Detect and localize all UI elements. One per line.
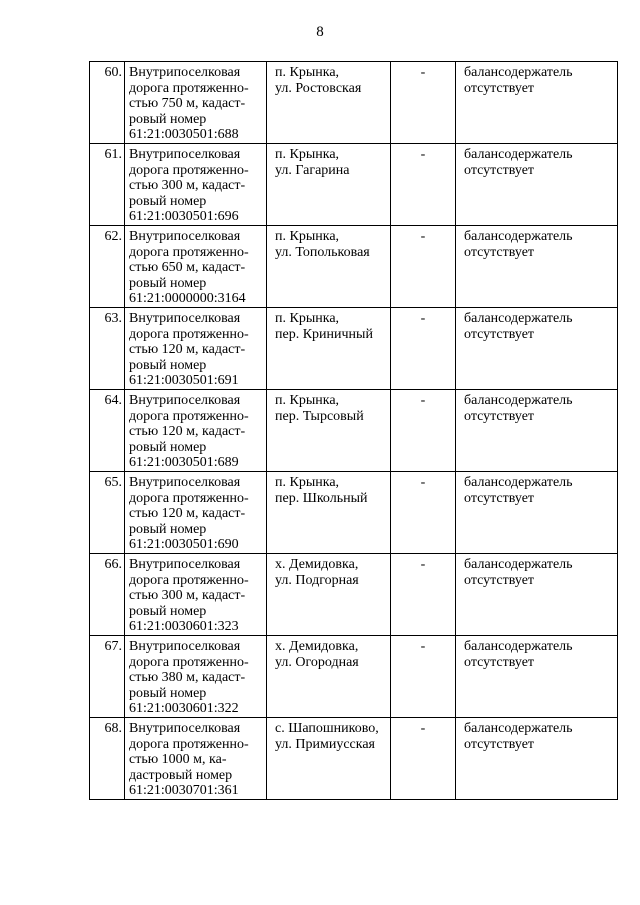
location-line: ул. Топольковая <box>275 244 370 260</box>
object-name-line: дорога протяженно- <box>129 326 249 342</box>
object-name-line: ровый номер <box>129 439 207 455</box>
object-name-line: Внутрипоселковая <box>129 393 241 408</box>
table-row <box>90 390 618 472</box>
object-name-line: ровый номер <box>129 357 207 373</box>
page-number: 8 <box>316 24 324 40</box>
location-line: п. Крынка, <box>275 311 340 326</box>
row-number-cell: 67. <box>90 636 125 718</box>
object-name-line: 61:21:0000000:3164 <box>129 291 246 307</box>
table-row <box>90 472 618 554</box>
location-line: ул. Примиусская <box>275 736 375 752</box>
location-cell <box>267 472 391 554</box>
balance-holder-cell <box>456 554 618 636</box>
object-name-line: стью 120 м, кадаст- <box>129 424 246 440</box>
owner-cell: - <box>391 554 456 636</box>
object-name-line: дорога протяженно- <box>129 490 249 506</box>
object-name-line: стью 1000 м, ка- <box>129 752 227 768</box>
balance-holder-cell <box>456 472 618 554</box>
location-line: х. Демидовка, <box>275 639 359 654</box>
location-line: п. Крынка, <box>275 229 340 244</box>
object-name-line: Внутрипоселковая <box>129 475 241 490</box>
table-row <box>90 226 618 308</box>
row-number-cell: 65. <box>90 472 125 554</box>
location-line: с. Шапошниково, <box>275 721 379 736</box>
object-name-cell <box>125 308 267 390</box>
location-line: п. Крынка, <box>275 147 340 162</box>
owner-cell: - <box>391 636 456 718</box>
location-line: пер. Тырсовый <box>275 408 364 424</box>
balance-holder-line: балансодержатель <box>464 475 573 490</box>
object-name-line: дорога протяженно- <box>129 654 249 670</box>
balance-holder-cell <box>456 308 618 390</box>
object-name-line: стью 750 м, кадаст- <box>129 96 246 112</box>
balance-holder-line: балансодержатель <box>464 393 573 408</box>
balance-holder-line: отсутствует <box>464 162 535 178</box>
object-name-line: ровый номер <box>129 111 207 127</box>
balance-holder-line: балансодержатель <box>464 311 573 326</box>
object-name-line: 61:21:0030501:690 <box>129 537 239 553</box>
location-cell <box>267 718 391 800</box>
table-row <box>90 636 618 718</box>
object-name-line: ровый номер <box>129 685 207 701</box>
location-line: ул. Огородная <box>275 654 359 670</box>
table-row <box>90 718 618 800</box>
object-name-line: дорога протяженно- <box>129 162 249 178</box>
object-name-line: ровый номер <box>129 521 207 537</box>
owner-cell: - <box>391 226 456 308</box>
location-cell <box>267 308 391 390</box>
object-name-line: дорога протяженно- <box>129 736 249 752</box>
balance-holder-line: отсутствует <box>464 408 535 424</box>
balance-holder-line: балансодержатель <box>464 147 573 162</box>
balance-holder-line: отсутствует <box>464 80 535 96</box>
location-line: ул. Подгорная <box>275 572 359 588</box>
owner-cell: - <box>391 390 456 472</box>
owner-cell: - <box>391 718 456 800</box>
object-name-line: 61:21:0030501:696 <box>129 209 239 225</box>
object-name-line: стью 300 м, кадаст- <box>129 588 246 604</box>
row-number-cell: 68. <box>90 718 125 800</box>
balance-holder-line: балансодержатель <box>464 721 573 736</box>
balance-holder-line: отсутствует <box>464 736 535 752</box>
balance-holder-line: отсутствует <box>464 490 535 506</box>
object-name-line: Внутрипоселковая <box>129 557 241 572</box>
object-name-line: Внутрипоселковая <box>129 65 241 80</box>
object-name-line: ровый номер <box>129 275 207 291</box>
owner-cell: - <box>391 308 456 390</box>
object-name-line: стью 120 м, кадаст- <box>129 342 246 358</box>
table-row <box>90 62 618 144</box>
table-row <box>90 554 618 636</box>
object-name-line: ровый номер <box>129 603 207 619</box>
object-name-cell <box>125 472 267 554</box>
location-line: х. Демидовка, <box>275 557 359 572</box>
row-number-cell: 62. <box>90 226 125 308</box>
object-name-cell <box>125 226 267 308</box>
object-name-line: стью 650 м, кадаст- <box>129 260 246 276</box>
table-row <box>90 144 618 226</box>
owner-cell: - <box>391 472 456 554</box>
object-name-line: 61:21:0030501:691 <box>129 373 239 389</box>
object-name-line: 61:21:0030501:689 <box>129 455 239 471</box>
location-line: ул. Гагарина <box>275 162 350 178</box>
object-name-cell <box>125 390 267 472</box>
object-name-line: 61:21:0030601:322 <box>129 701 239 717</box>
object-name-cell <box>125 636 267 718</box>
balance-holder-line: отсутствует <box>464 326 535 342</box>
balance-holder-line: балансодержатель <box>464 639 573 654</box>
object-name-line: стью 300 м, кадаст- <box>129 178 246 194</box>
registry-body <box>90 62 618 800</box>
row-number-cell: 66. <box>90 554 125 636</box>
balance-holder-cell <box>456 62 618 144</box>
balance-holder-cell <box>456 718 618 800</box>
balance-holder-cell <box>456 636 618 718</box>
object-name-line: Внутрипоселковая <box>129 639 241 654</box>
location-cell <box>267 554 391 636</box>
balance-holder-line: балансодержатель <box>464 229 573 244</box>
owner-cell: - <box>391 144 456 226</box>
row-number-cell: 60. <box>90 62 125 144</box>
object-name-line: дорога протяженно- <box>129 80 249 96</box>
balance-holder-line: отсутствует <box>464 654 535 670</box>
row-number-cell: 61. <box>90 144 125 226</box>
row-number-cell: 64. <box>90 390 125 472</box>
balance-holder-line: отсутствует <box>464 572 535 588</box>
object-name-line: Внутрипоселковая <box>129 229 241 244</box>
table-row <box>90 308 618 390</box>
object-name-line: Внутрипоселковая <box>129 721 241 736</box>
location-line: ул. Ростовская <box>275 80 362 96</box>
object-name-cell <box>125 718 267 800</box>
location-cell <box>267 226 391 308</box>
object-name-line: 61:21:0030701:361 <box>129 783 239 799</box>
object-name-line: ровый номер <box>129 193 207 209</box>
location-line: п. Крынка, <box>275 475 340 490</box>
location-cell <box>267 636 391 718</box>
object-name-line: 61:21:0030601:323 <box>129 619 239 635</box>
object-name-line: 61:21:0030501:688 <box>129 127 239 143</box>
location-line: п. Крынка, <box>275 65 340 80</box>
object-name-line: стью 120 м, кадаст- <box>129 506 246 522</box>
balance-holder-cell <box>456 144 618 226</box>
balance-holder-cell <box>456 226 618 308</box>
location-line: пер. Криничный <box>275 326 373 342</box>
balance-holder-cell <box>456 390 618 472</box>
balance-holder-line: балансодержатель <box>464 65 573 80</box>
location-cell <box>267 62 391 144</box>
balance-holder-line: отсутствует <box>464 244 535 260</box>
location-line: п. Крынка, <box>275 393 340 408</box>
object-name-line: стью 380 м, кадаст- <box>129 670 246 686</box>
location-cell <box>267 390 391 472</box>
location-line: пер. Школьный <box>275 490 368 506</box>
object-name-line: Внутрипоселковая <box>129 311 241 326</box>
object-name-line: дорога протяженно- <box>129 244 249 260</box>
location-cell <box>267 144 391 226</box>
object-name-cell <box>125 144 267 226</box>
balance-holder-line: балансодержатель <box>464 557 573 572</box>
owner-cell: - <box>391 62 456 144</box>
object-name-line: Внутрипоселковая <box>129 147 241 162</box>
object-name-line: дорога протяженно- <box>129 572 249 588</box>
object-name-line: дорога протяженно- <box>129 408 249 424</box>
object-name-cell <box>125 554 267 636</box>
row-number-cell: 63. <box>90 308 125 390</box>
road-registry-table <box>89 61 618 800</box>
object-name-line: дастровый номер <box>129 767 233 783</box>
object-name-cell <box>125 62 267 144</box>
